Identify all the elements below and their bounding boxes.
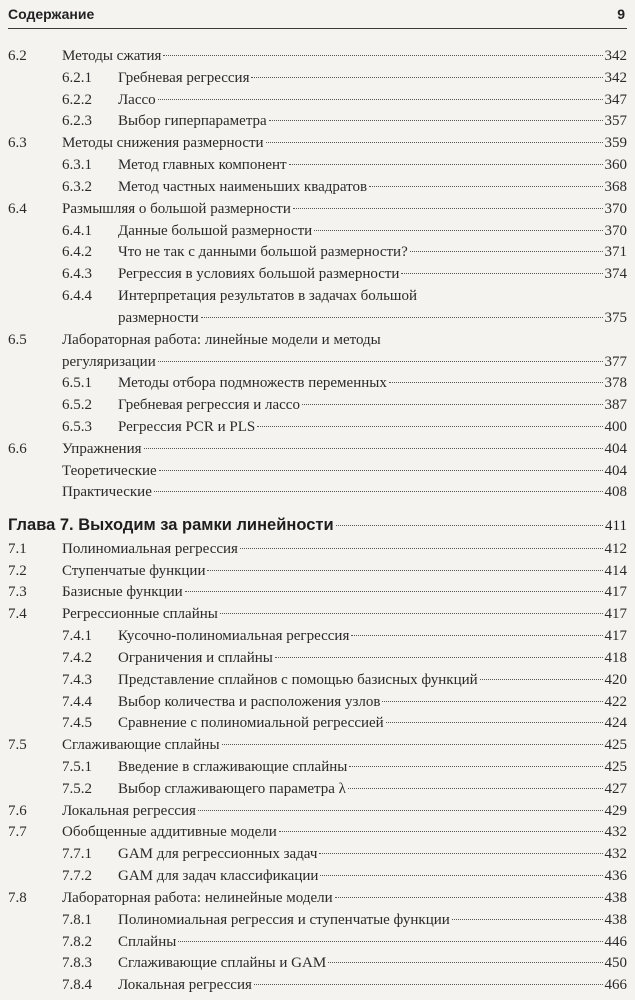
section-page: 357	[604, 113, 627, 129]
section-page: 404	[604, 463, 627, 479]
dot-leader	[369, 185, 602, 187]
section-number: 7.8.4	[62, 977, 92, 993]
section-number: 7.8.3	[62, 955, 92, 971]
section-title: Базисные функции	[62, 584, 183, 600]
toc-entry[interactable]	[0, 438, 635, 460]
section-page: 418	[604, 650, 627, 666]
toc-entry[interactable]	[0, 974, 635, 996]
section-title: Ступенчатые функции	[62, 563, 206, 579]
section-page: 432	[604, 824, 627, 840]
section-number: 6.5.2	[62, 397, 92, 413]
section-title: Выбор гиперпараметра	[118, 113, 267, 129]
section-page: 342	[604, 48, 627, 64]
section-number: 6.6	[8, 441, 27, 457]
section-number: 7.5	[8, 737, 27, 753]
toc-entry[interactable]	[0, 45, 635, 67]
dot-leader	[335, 896, 603, 898]
toc-entry[interactable]	[0, 394, 635, 416]
dot-leader	[220, 612, 603, 614]
section-page: 342	[604, 70, 627, 86]
section-page: 417	[604, 628, 627, 644]
toc-entry[interactable]	[0, 952, 635, 974]
dot-leader	[351, 634, 602, 636]
section-number: 7.1	[8, 541, 27, 557]
section-page: 368	[604, 179, 627, 195]
section-page: 422	[604, 694, 627, 710]
section-page: 371	[604, 244, 627, 260]
toc-entry[interactable]	[0, 176, 635, 198]
section-title: Локальная регрессия	[118, 977, 252, 993]
dot-leader	[207, 569, 602, 571]
dot-leader	[279, 830, 603, 832]
section-number: 7.3	[8, 584, 27, 600]
section-page: 404	[604, 441, 627, 457]
section-number: 7.4.2	[62, 650, 92, 666]
section-page: 370	[604, 201, 627, 217]
section-title: Данные большой размерности	[118, 223, 313, 239]
toc-entry[interactable]	[0, 843, 635, 865]
toc-entry[interactable]	[0, 909, 635, 931]
section-title: Гребневая регрессия	[118, 70, 250, 86]
toc-entry[interactable]	[0, 416, 635, 438]
dot-leader	[185, 590, 603, 592]
section-number: 7.8.2	[62, 934, 92, 950]
section-page: 417	[604, 606, 627, 622]
section-page: 417	[604, 584, 627, 600]
section-page: 377	[604, 354, 627, 370]
section-page: 408	[604, 484, 627, 500]
section-title: Полиномиальная регрессия	[62, 541, 238, 557]
toc-entry[interactable]	[0, 154, 635, 176]
section-title: Регрессия в условиях большой размерности	[118, 266, 400, 282]
toc-entry[interactable]	[0, 67, 635, 89]
section-number: 7.4.4	[62, 694, 92, 710]
section-page: 432	[604, 846, 627, 862]
section-page: 370	[604, 223, 627, 239]
section-number: 6.4.1	[62, 223, 92, 239]
section-number: 6.2.3	[62, 113, 92, 129]
toc-entry[interactable]	[0, 625, 635, 647]
section-number: 6.3	[8, 135, 27, 151]
dot-leader	[154, 490, 603, 492]
toc-entry[interactable]	[0, 329, 635, 370]
dot-leader	[289, 163, 603, 165]
section-title: Методы снижения размерности	[62, 135, 264, 151]
section-page: 436	[604, 868, 627, 884]
dot-leader	[251, 76, 602, 78]
section-page: 429	[604, 803, 627, 819]
section-number: 7.4.3	[62, 672, 92, 688]
toc-entry[interactable]	[0, 89, 635, 111]
dot-leader	[163, 54, 602, 56]
section-number: 6.2.1	[62, 70, 92, 86]
section-page: 378	[604, 375, 627, 391]
toc-entry[interactable]	[0, 560, 635, 582]
section-title: Сравнение с полиномиальной регрессией	[118, 715, 384, 731]
section-number: 6.5	[8, 332, 27, 348]
section-page: 359	[604, 135, 627, 151]
dot-leader	[158, 98, 603, 100]
dot-leader	[452, 918, 603, 920]
dot-leader	[275, 656, 603, 658]
section-page: 412	[604, 541, 627, 557]
section-page: 425	[604, 737, 627, 753]
dot-leader	[320, 874, 602, 876]
section-title: Упражнения	[62, 441, 142, 457]
dot-leader	[401, 272, 602, 274]
section-page: 450	[604, 955, 627, 971]
toc-entry[interactable]	[0, 931, 635, 953]
dot-leader	[240, 547, 603, 549]
dot-leader	[386, 721, 603, 723]
toc-entry[interactable]	[0, 581, 635, 603]
section-title: Представление сплайнов с помощью базисных функций	[118, 672, 478, 688]
section-number: 7.4	[8, 606, 27, 622]
toc-entry[interactable]	[0, 460, 635, 482]
toc-entry[interactable]	[0, 241, 635, 263]
section-title-line2: регуляризации	[62, 354, 156, 370]
dot-leader	[410, 250, 603, 252]
section-number: 6.5.3	[62, 419, 92, 435]
section-title: Регрессионные сплайны	[62, 606, 218, 622]
dot-leader	[257, 425, 602, 427]
section-number: 7.5.1	[62, 759, 92, 775]
dot-leader	[480, 678, 603, 680]
dot-leader	[159, 469, 603, 471]
section-number: 7.4.5	[62, 715, 92, 731]
toc-entry[interactable]	[0, 481, 635, 503]
section-title: Метод частных наименьших квадратов	[118, 179, 368, 195]
section-title: GAM для регрессионных задач	[118, 846, 318, 862]
section-page: 400	[604, 419, 627, 435]
dot-leader	[348, 787, 603, 789]
section-number: 7.7.2	[62, 868, 92, 884]
dot-leader	[302, 403, 603, 405]
dot-leader	[314, 229, 602, 231]
chapter-page: 411	[605, 518, 627, 534]
section-title: Регрессия PCR и PLS	[118, 419, 256, 435]
section-page: 446	[604, 934, 627, 950]
dot-leader	[328, 961, 602, 963]
section-title: Введение в сглаживающие сплайны	[118, 759, 348, 775]
section-title: Сглаживающие сплайны и GAM	[118, 955, 327, 971]
toc-entry[interactable]	[0, 132, 635, 154]
section-page: 427	[604, 781, 627, 797]
toc-entry[interactable]	[0, 647, 635, 669]
section-page: 424	[604, 715, 627, 731]
section-title: Теоретические	[62, 463, 157, 479]
dot-leader	[266, 141, 603, 143]
toc-entry[interactable]	[0, 110, 635, 132]
section-number: 6.2.2	[62, 92, 92, 108]
dot-leader	[319, 852, 602, 854]
section-title: Методы отбора подмножеств переменных	[118, 375, 387, 391]
section-title: Гребневая регрессия и лассо	[118, 397, 300, 413]
section-number: 6.4.2	[62, 244, 92, 260]
dot-leader	[144, 447, 603, 449]
toc-entry[interactable]	[0, 538, 635, 560]
chapter-heading[interactable]	[0, 513, 635, 537]
chapter-title: Глава 7. Выходим за рамки линейности	[8, 516, 334, 534]
section-number: 7.7.1	[62, 846, 92, 862]
page-number: 9	[617, 6, 625, 22]
section-title: Кусочно-полиномиальная регрессия	[118, 628, 350, 644]
toc-entry[interactable]	[0, 712, 635, 734]
section-title: Сплайны	[118, 934, 177, 950]
section-title: Лабораторная работа: нелинейные модели	[62, 890, 333, 906]
section-page: 360	[604, 157, 627, 173]
section-title: Практические	[62, 484, 152, 500]
toc-entry[interactable]	[0, 865, 635, 887]
toc-entry[interactable]	[0, 778, 635, 800]
section-number: 6.3.2	[62, 179, 92, 195]
section-number: 6.4.4	[62, 288, 92, 304]
section-number: 6.4.3	[62, 266, 92, 282]
section-number: 7.6	[8, 803, 27, 819]
section-page: 387	[604, 397, 627, 413]
dot-leader	[349, 765, 602, 767]
section-number: 7.8.1	[62, 912, 92, 928]
toc-entry[interactable]	[0, 821, 635, 843]
dot-leader	[198, 809, 603, 811]
section-page: 438	[604, 890, 627, 906]
toc-entry[interactable]	[0, 800, 635, 822]
toc-entry[interactable]	[0, 220, 635, 242]
section-title: Что не так с данными большой размерности?	[118, 244, 408, 260]
section-title: Метод главных компонент	[118, 157, 287, 173]
dot-leader	[201, 316, 603, 318]
dot-leader	[254, 983, 603, 985]
section-title: Выбор сглаживающего параметра λ	[118, 781, 346, 797]
section-number: 6.5.1	[62, 375, 92, 391]
section-page: 466	[604, 977, 627, 993]
toc-entry[interactable]	[0, 603, 635, 625]
section-number: 7.5.2	[62, 781, 92, 797]
toc-entry[interactable]	[0, 372, 635, 394]
section-title: Локальная регрессия	[62, 803, 196, 819]
section-number: 6.3.1	[62, 157, 92, 173]
section-title: Полиномиальная регрессия и ступенчатые функции	[118, 912, 450, 928]
dot-leader	[158, 360, 603, 362]
section-number: 7.4.1	[62, 628, 92, 644]
toc-entry[interactable]	[0, 285, 635, 326]
section-number: 6.2	[8, 48, 27, 64]
dot-leader	[382, 700, 602, 702]
running-title: Содержание	[8, 6, 95, 22]
section-page: 374	[604, 266, 627, 282]
dot-leader	[293, 207, 603, 209]
toc-entry[interactable]	[0, 734, 635, 756]
dot-leader	[222, 743, 603, 745]
section-page: 438	[604, 912, 627, 928]
section-title: Ограничения и сплайны	[118, 650, 273, 666]
dot-leader	[178, 940, 602, 942]
toc-entry[interactable]	[0, 669, 635, 691]
section-title: GAM для задач классификации	[118, 868, 319, 884]
section-number: 7.2	[8, 563, 27, 579]
section-title: Обобщенные аддитивные модели	[62, 824, 277, 840]
section-page: 414	[604, 563, 627, 579]
section-title: Лассо	[118, 92, 156, 108]
dot-leader	[269, 119, 603, 121]
section-title-line1: Интерпретация результатов в задачах большой	[118, 288, 417, 304]
section-title-line1: Лабораторная работа: линейные модели и методы	[62, 332, 381, 348]
toc-entry[interactable]	[0, 198, 635, 220]
section-number: 6.4	[8, 201, 27, 217]
section-title: Сглаживающие сплайны	[62, 737, 220, 753]
toc-entry[interactable]	[0, 887, 635, 909]
section-number: 7.7	[8, 824, 27, 840]
section-title: Размышляя о большой размерности	[62, 201, 291, 217]
section-title: Выбор количества и расположения узлов	[118, 694, 381, 710]
toc-entry[interactable]	[0, 756, 635, 778]
section-page: 425	[604, 759, 627, 775]
section-page: 375	[604, 310, 627, 326]
section-title: Методы сжатия	[62, 48, 162, 64]
dot-leader	[389, 381, 603, 383]
section-title-line2: размерности	[118, 310, 199, 326]
dot-leader	[336, 524, 603, 526]
section-page: 347	[604, 92, 627, 108]
toc-entry[interactable]	[0, 691, 635, 713]
section-page: 420	[604, 672, 627, 688]
section-number: 7.8	[8, 890, 27, 906]
toc-entry[interactable]	[0, 263, 635, 285]
